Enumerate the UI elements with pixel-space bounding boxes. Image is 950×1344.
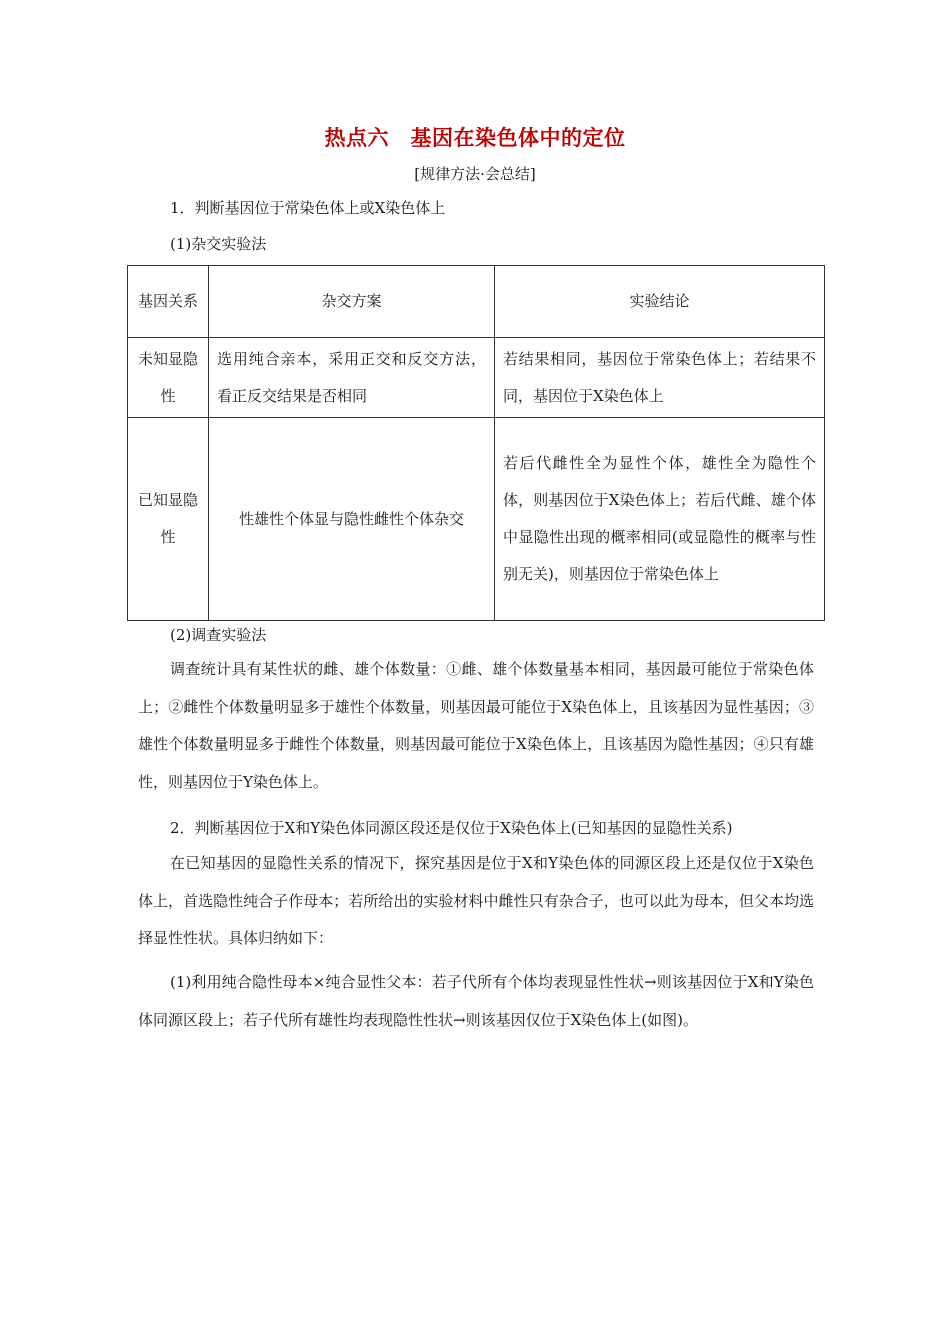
- hybrid-experiment-table: [127, 265, 825, 621]
- row-conclusion: 若后代雌性全为显性个体，雄性全为隐性个体，则基因位于X染色体上；若后代雌、雄个体中显隐性出现的概率相同(或显隐性的概率与性别无关)，则基因位于常染色体上: [495, 418, 825, 621]
- table-row: [128, 418, 825, 621]
- section1-sub2: (2)调查实验法: [170, 626, 267, 644]
- table-row: [128, 338, 825, 418]
- section1-sub1: (1)杂交实验法: [170, 235, 267, 253]
- survey-paragraph: 调查统计具有某性状的雌、雄个体数量：①雌、雄个体数量基本相同，基因最可能位于常染色体上；②雌性个体数量明显多于雄性个体数量，则基因最可能位于X染色体上，且该基因为显性基因；③雄性个体数量明显多于雌性个体数量，则基因最可能位于X染色体上，且该基因为隐性基因；④只有雄性，则基因位于Y染色体上。: [138, 660, 814, 791]
- section2-point1-paragraph: (1)利用纯合隐性母本×纯合显性父本：若子代所有个体均表现显性性状→则该基因位于X和Y染色体同源区段上；若子代所有雄性均表现隐性性状→则该基因仅位于X染色体上(如图)。: [138, 973, 814, 1029]
- row-relation: 已知显隐性: [128, 418, 209, 621]
- header-scheme: 杂交方案: [209, 266, 495, 338]
- table-header-row: [128, 266, 825, 338]
- header-relation: 基因关系: [128, 266, 209, 338]
- row-scheme: 选用纯合亲本，采用正交和反交方法，看正反交结果是否相同: [209, 338, 495, 418]
- page-title: 热点六 基因在染色体中的定位: [324, 126, 626, 150]
- header-conclusion: 实验结论: [495, 266, 825, 338]
- row-scheme: 性雄性个体显与隐性雌性个体杂交: [209, 418, 495, 621]
- section1-heading: 1．判断基因位于常染色体上或X染色体上: [170, 199, 446, 217]
- page-subtitle: [规律方法·会总结]: [414, 165, 536, 183]
- row-conclusion: 若结果相同，基因位于常染色体上；若结果不同，基因位于X染色体上: [495, 338, 825, 418]
- row-relation: 未知显隐性: [128, 338, 209, 418]
- section2-heading: 2．判断基因位于X和Y染色体同源区段还是仅位于X染色体上(已知基因的显隐性关系): [170, 819, 733, 837]
- section2-intro-paragraph: 在已知基因的显隐性关系的情况下，探究基因是位于X和Y染色体的同源区段上还是仅位于X染色体上，首选隐性纯合子作母本；若所给出的实验材料中雌性只有杂合子，也可以此为母本，但父本均选择显性性状。具体归纳如下：: [138, 854, 814, 947]
